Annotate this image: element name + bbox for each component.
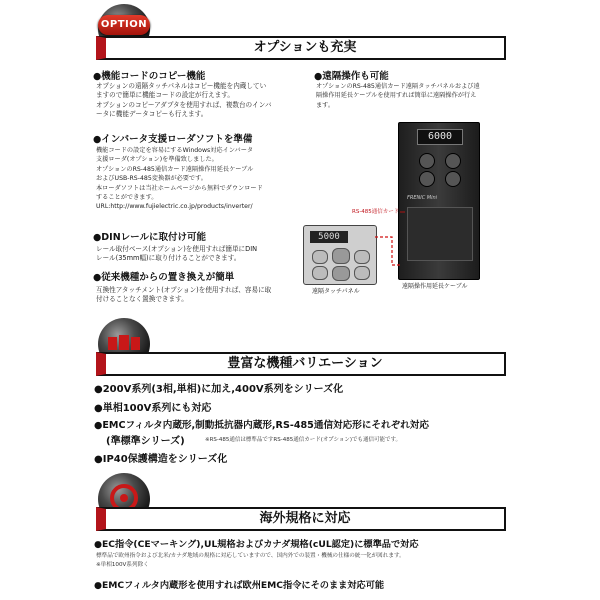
din-feature-title: ●DINレールに取付け可能 <box>93 232 206 243</box>
touch-panel-label: 遠隔タッチパネル <box>312 288 360 295</box>
loader-feature-text: 機能コードの設定を容易にするWindows対応インバータ 支援ローダ(オプション)を準備致しました。 オプションのRS-485通信カード遠隔操作用延長ケーブル およびUSB-RS-485変換器が必要です。 本ローダソフトは当社ホームページから無料でダウンロード することができます。 URL:http://www.fujielectric.co.jp/products/inverter/ <box>96 147 263 211</box>
rs485-card-label: RS-485通信カード <box>352 209 400 215</box>
touch-panel-display: 5000 <box>310 231 348 243</box>
remote-feature-text: オプションのRS-485通信カード遠隔タッチパネルおよび遠 隔操作用延長ケーブルを使用すれば簡単に遠隔操作が行え ます。 <box>316 83 480 109</box>
remote-feature-title: ●遠隔操作も可能 <box>314 71 389 82</box>
ip40-item: ●IP40保護構造をシリーズ化 <box>94 454 228 465</box>
ec-directive-note: 標準品で欧州指令および北米/カナダ地域の規格に対応していますので、国内外での装置・機械の仕様の統一化が図れます。 ※単相100V系列除く <box>96 553 405 568</box>
inverter-display: 6000 <box>417 129 463 145</box>
ec-directive-item: ●EC指令(CEマーキング),UL規格およびカナダ規格(cUL認定)に標準品で対応 <box>94 539 419 550</box>
emc-item: ●EMCフィルタ内蔵形を使用すれば欧州EMC指令にそのまま対応可能 <box>94 580 385 591</box>
copy-feature-title: ●機能コードのコピー機能 <box>93 71 206 82</box>
variation-title: 豊富な機種バリエーション <box>227 356 383 371</box>
variation-header <box>96 352 506 376</box>
loader-feature-title: ●インバータ支援ローダソフトを準備 <box>93 134 253 145</box>
standard-series-label: (準標準シリーズ) <box>106 436 185 447</box>
rs485-note: ※RS-485通信は標準品ですRS-485通信カード(オプション)でも通信可能です。 <box>205 437 402 443</box>
variation-icon <box>108 335 140 351</box>
option-title: オプションも充実 <box>253 40 357 55</box>
option-badge: OPTION <box>98 15 150 35</box>
overseas-title: 海外規格に対応 <box>259 511 351 526</box>
inverter-brand: FRENIC Mini <box>407 195 438 201</box>
replace-feature-text: 互換性アタッチメント(オプション)を使用すれば、容易に取 付けることなく置換できます。 <box>96 286 272 304</box>
variation-item: ●EMCフィルタ内蔵形,制動抵抗器内蔵形,RS-485通信対応形にそれぞれ対応 <box>94 420 429 431</box>
overseas-header <box>96 507 506 531</box>
copy-feature-text: オプションの遠隔タッチパネルはコピー機能を内蔵してい ますので簡単に機能コードの設定が行えます。 オプションのコピーアダプタを使用すれば、複数台のインバ ータに機能データコピーも行えます。 <box>96 82 272 119</box>
cable-label: 遠隔操作用延長ケーブル <box>402 283 468 290</box>
replace-feature-title: ●従来機種からの置き換えが簡単 <box>93 272 235 283</box>
din-feature-text: レール取付ベース(オプション)を使用すれば簡単にDIN レール(35mm幅)に取り付けることができます。 <box>96 245 258 263</box>
variation-item: ●200V系列(3相,単相)に加え,400V系列をシリーズ化 <box>94 384 344 395</box>
variation-item: ●単相100V系列にも対応 <box>94 403 212 414</box>
